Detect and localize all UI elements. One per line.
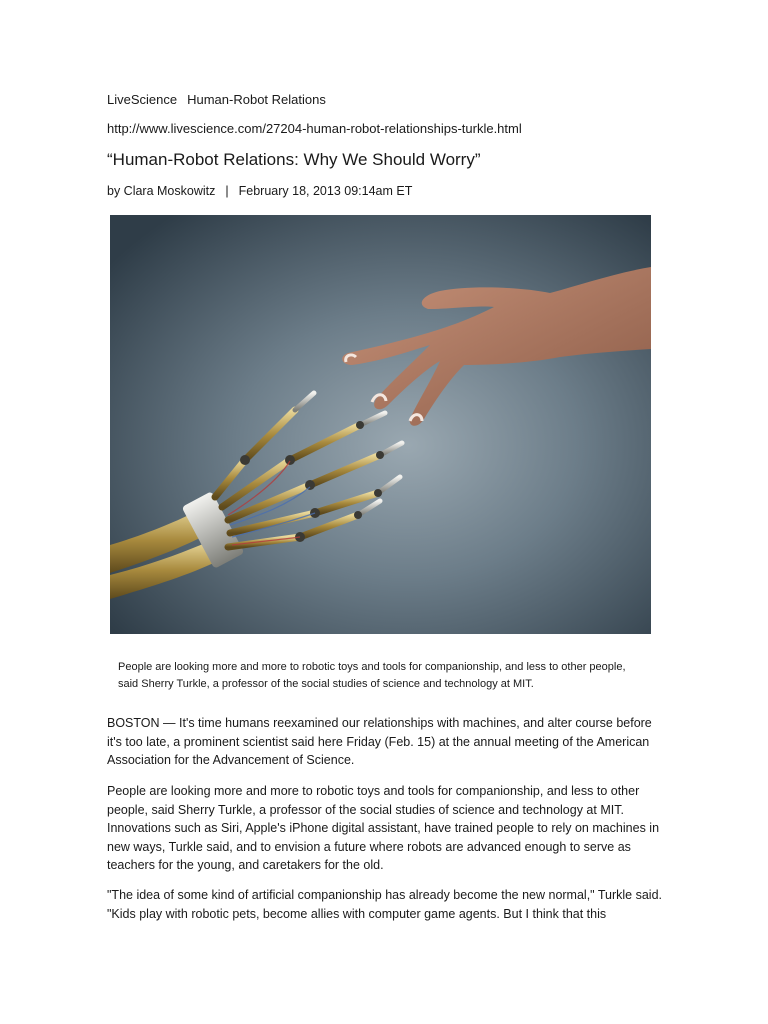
body-paragraph: People are looking more and more to robotic toys and tools for companionship, and less to other people, said Sherry Turkle, a professor of the social studies of science and technology at MIT. Innovations such as Siri, Apple's iPhone digital assistant, have trained people to rely on machines in new ways, Turkle said, and to envision a future where robots are advanced enough to serve as teachers for the young, and caretakers for the old.	[107, 784, 660, 872]
site-name: LiveScience	[107, 92, 178, 107]
article-url: http://www.livescience.com/27204-human-robot-relationships-turkle.html	[107, 121, 522, 136]
byline	[107, 184, 412, 198]
photo-caption: People are looking more and more to robotic toys and tools for companionship, and less to other people, said Sherry Turkle, a professor of the social studies of science and technology at MIT.	[118, 661, 626, 690]
article-photo	[110, 215, 651, 634]
article-headline: “Human-Robot Relations: Why We Should Worry”	[107, 150, 481, 169]
body-paragraph: BOSTON — It's time humans reexamined our relationships with machines, and alter course before it's too late, a prominent scientist said here Friday (Feb. 15) at the annual meeting of the American Association for the Advancement of Science.	[107, 716, 652, 767]
byline-author: by Clara Moskowitz	[107, 184, 216, 198]
byline-date: February 18, 2013 09:14am ET	[238, 184, 413, 198]
robot-human-hands-illustration	[110, 215, 651, 634]
byline-separator: |	[225, 184, 229, 198]
section-name: Human-Robot Relations	[187, 92, 326, 107]
source-line	[107, 92, 326, 107]
body-paragraph: "The idea of some kind of artificial companionship has already become the new normal," Turkle said. "Kids play with robotic pets, become allies with computer game agents. But I think that this	[107, 888, 662, 921]
